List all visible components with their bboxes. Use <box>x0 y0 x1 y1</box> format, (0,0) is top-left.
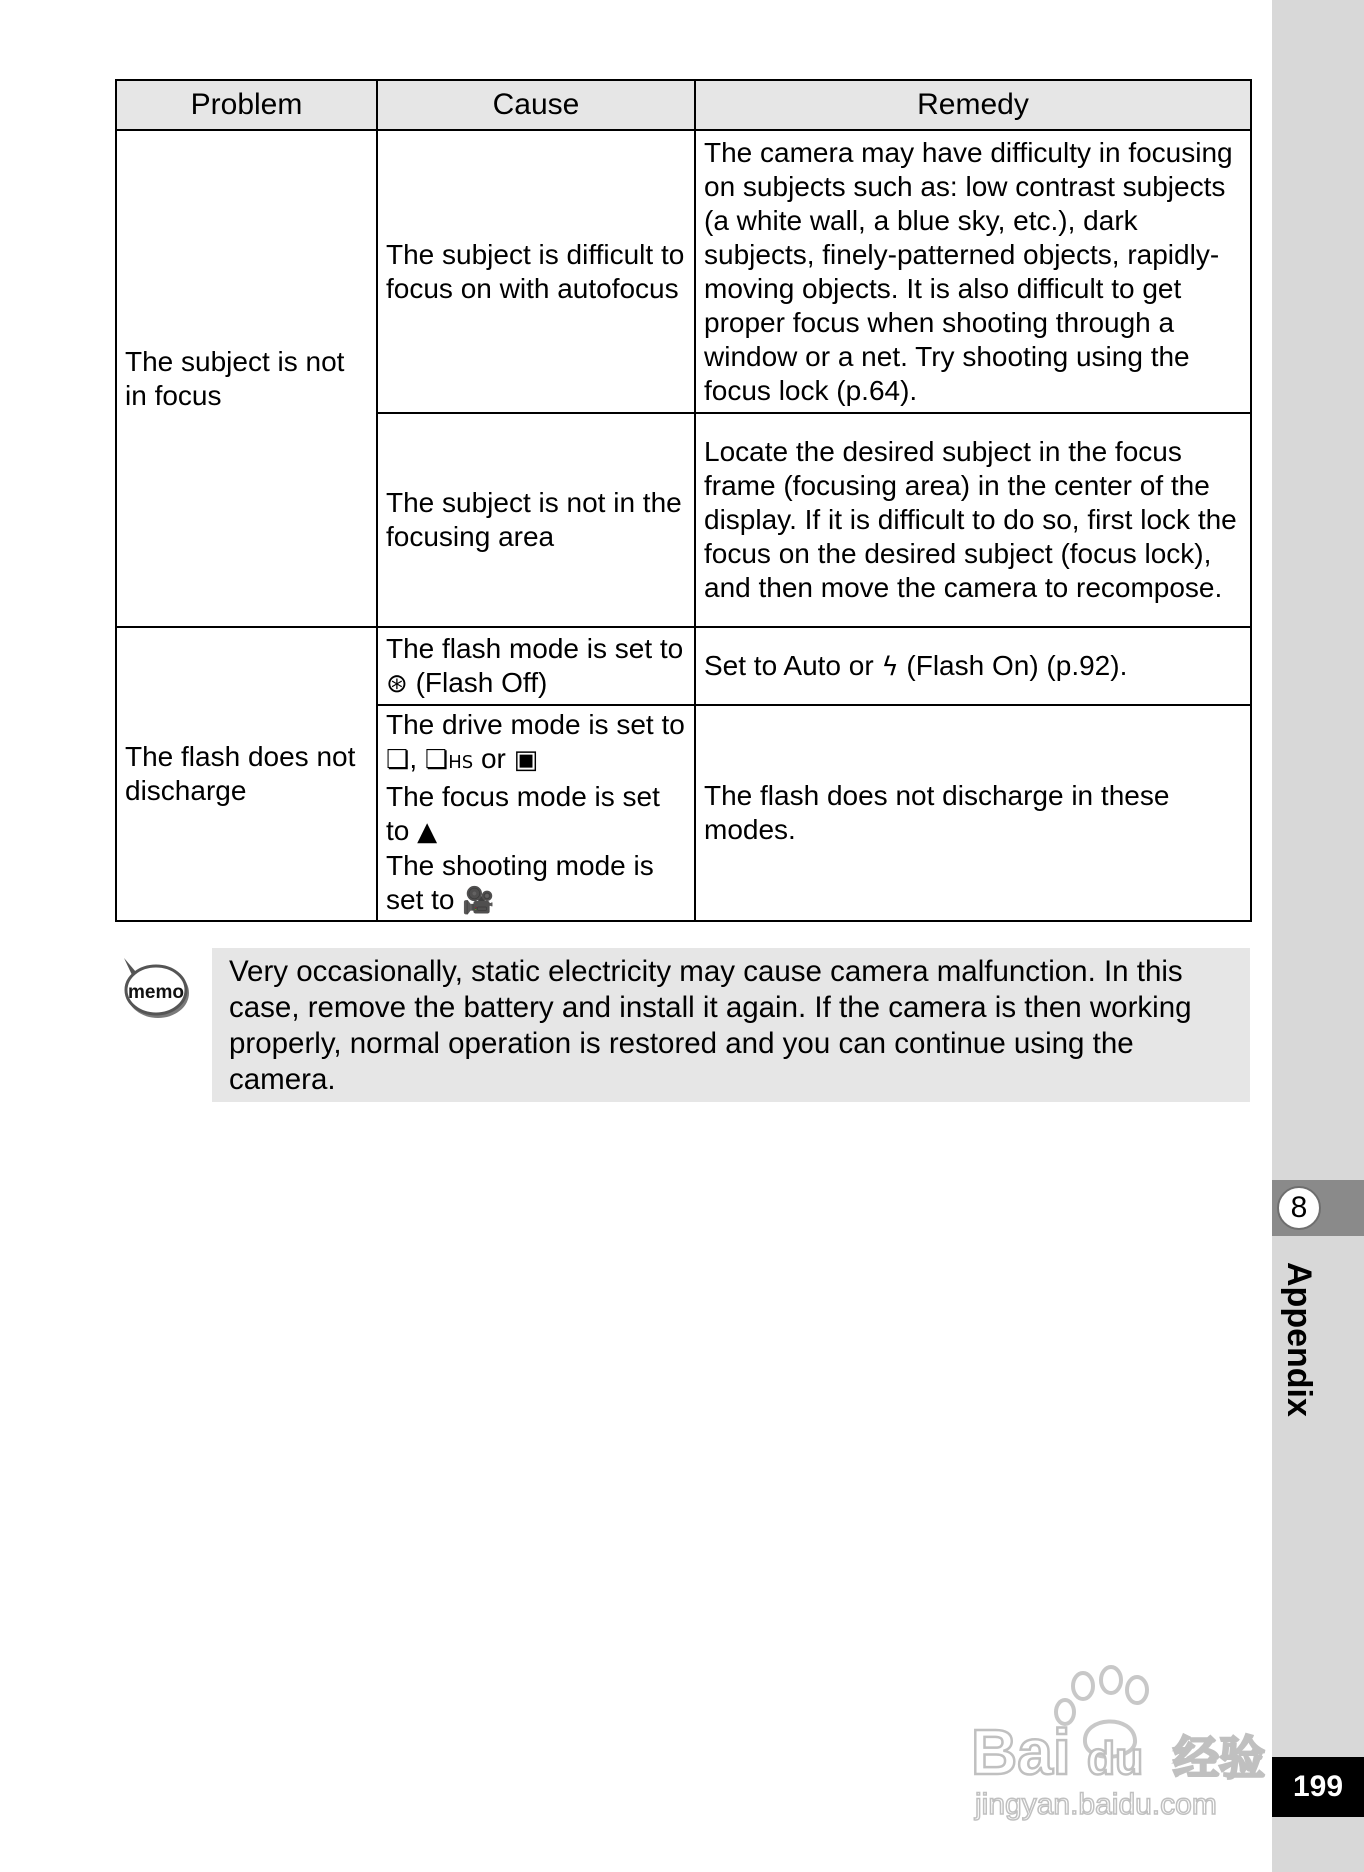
cause-text: The flash mode is set to <box>386 632 684 664</box>
memo-icon <box>118 954 193 1022</box>
or-text: or <box>480 743 506 774</box>
shooting-mode-line <box>386 849 686 918</box>
remedy-text: Set to Auto or <box>704 649 874 681</box>
chapter-label: Appendix <box>1280 1262 1318 1417</box>
page-number: 199 <box>1272 1757 1364 1817</box>
header-remedy: Remedy <box>695 80 1251 130</box>
hs-label: HS <box>448 752 474 773</box>
remedy-text-suffix: (Flash On) (p.92). <box>906 649 1128 681</box>
infinity-landscape-icon: ▲ <box>417 817 438 847</box>
cause-cell <box>377 705 695 921</box>
header-cause: Cause <box>377 80 695 130</box>
chapter-number: 8 <box>1277 1186 1321 1230</box>
cause-text-suffix: (Flash Off) <box>415 666 548 698</box>
shooting-mode-text: The shooting mode is set to <box>386 850 654 915</box>
movie-icon: 🎥 <box>462 886 495 916</box>
remedy-cell: The flash does not discharge in these modes. <box>695 705 1251 921</box>
cause-cell: The subject is difficult to focus on with autofocus <box>377 130 695 413</box>
drive-mode-text: The drive mode is set to <box>386 709 685 740</box>
flash-off-icon: ⊛ <box>386 668 408 699</box>
cause-cell: The subject is not in the focusing area <box>377 413 695 627</box>
right-sidebar <box>1272 0 1364 1872</box>
watermark-brand: Bai <box>971 1716 1071 1788</box>
focus-mode-line <box>386 780 686 849</box>
memo-note: Very occasionally, static electricity may cause camera malfunction. In this case, remove the battery and install it again. If the camera is then working properly, normal operation is restored and you can continue using the camera. <box>212 948 1250 1102</box>
remedy-cell <box>695 627 1251 705</box>
flash-on-icon: ϟ <box>881 651 899 682</box>
baidu-watermark <box>965 1664 1275 1824</box>
troubleshooting-table <box>115 79 1252 922</box>
continuous-shooting-icon: ❏ <box>386 745 410 775</box>
remedy-cell: Locate the desired subject in the focus frame (focusing area) in the center of the display. If it is difficult to do so, first lock the focus on the desired subject (focus lock), and then move the camera to recompose. <box>695 413 1251 627</box>
watermark-brand-cn: 经验 <box>1173 1731 1265 1785</box>
focus-mode-text: The focus mode is set to <box>386 781 660 846</box>
watermark-url: jingyan.baidu.com <box>975 1788 1217 1821</box>
remedy-cell: The camera may have difficulty in focusing on subjects such as: low contrast subjects (a white wall, a blue sky, etc.), dark subjects, finely-patterned objects, rapidly-moving objects. It is also difficult to get proper focus when shooting through a window or a net. Try shooting using the focus lock (p.64). <box>695 130 1251 413</box>
hs-continuous-icon: ❏ <box>424 745 449 775</box>
table-header-row <box>116 80 1251 130</box>
drive-mode-line <box>386 708 686 780</box>
watermark-brand-du: du <box>1087 1732 1144 1784</box>
separator-text: , <box>409 743 418 774</box>
problem-cell: The flash does not discharge <box>116 627 377 921</box>
burst-shooting-icon: ▣ <box>513 745 539 775</box>
header-problem: Problem <box>116 80 377 130</box>
cause-cell <box>377 627 695 705</box>
table-row <box>116 130 1251 413</box>
memo-icon-pin <box>124 958 136 975</box>
table-row <box>116 627 1251 705</box>
memo-icon-label: memo <box>128 982 184 1003</box>
problem-cell: The subject is not in focus <box>116 130 377 627</box>
